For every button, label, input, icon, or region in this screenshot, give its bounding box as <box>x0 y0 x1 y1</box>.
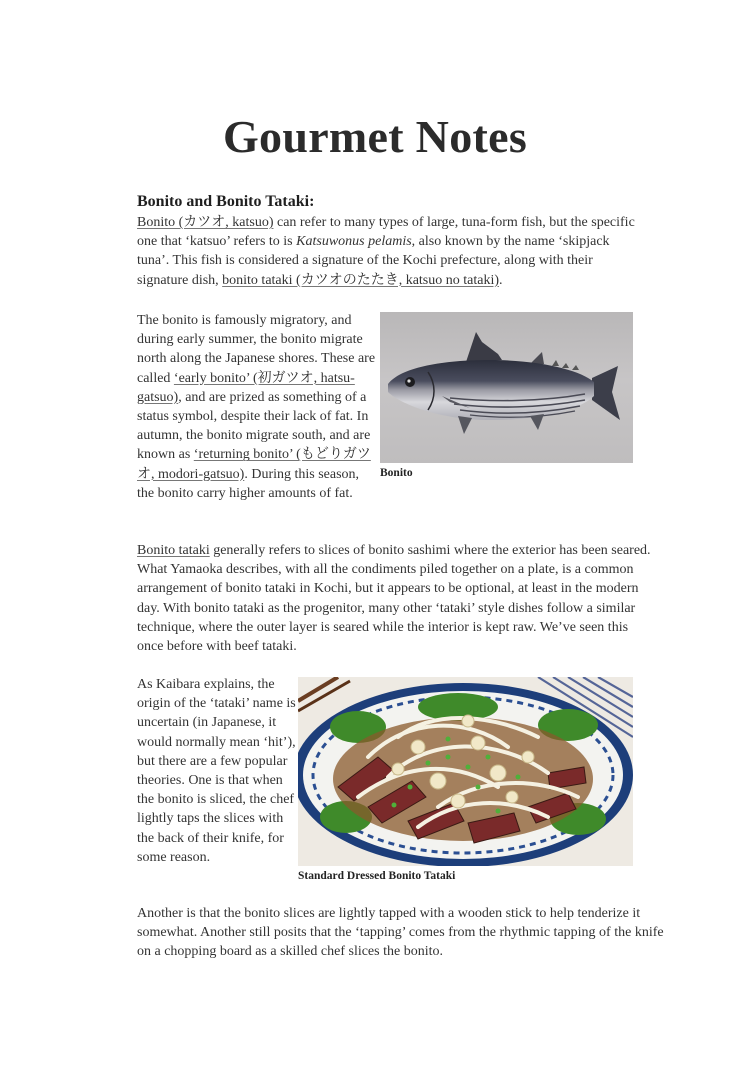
returning-bonito-link[interactable]: ‘returning bonito’ (もどりガツオ, modori-gatsuo) <box>137 447 371 482</box>
tataki-caption: Standard Dressed Bonito Tataki <box>298 870 456 882</box>
bonito-link[interactable]: Bonito (カツオ, katsuo) <box>137 215 274 230</box>
bonito-tataki-link-2[interactable]: Bonito tataki <box>137 543 210 558</box>
paragraph-intro: Bonito (カツオ, katsuo) can refer to many types of large, tuna-form fish, but the specific one that ‘katsuo’ refers to is Katsuwonus pelamis, also known by the name ‘skipjack tuna’. This fish is considered a signature of the Kochi prefecture, along with their signature dish, bonito tataki (カツオのたたき, katsuo no tataki). <box>137 215 635 288</box>
page-title: Gourmet Notes <box>222 111 528 162</box>
bonito-fish-illustration <box>380 312 633 463</box>
bonito-tataki-image <box>298 677 633 866</box>
paragraph-origin: As Kaibara explains, the origin of the ‘tataki’ name is uncertain (in Japanese, it would normally mean ‘hit’), but there are a few popular theories. One is that when the bonito is sliced, the chef lightly taps the slices with the back of their knife, for some reason. <box>137 677 296 865</box>
bonito-caption: Bonito <box>380 467 413 479</box>
tataki-plate-illustration <box>298 677 633 866</box>
paragraph-migration: The bonito is famously migratory, and during early summer, the bonito migrate north along the Japanese shores. These are called ‘early bonito’ (初ガツオ, hatsu-gatsuo), and are prized as something of a status symbol, despite their lack of fat. In autumn, the bonito migrate south, and are known as ‘returning bonito’ (もどりガツオ, modori-gatsuo). During this season, the bonito carry higher amounts of fat. <box>137 313 376 501</box>
section-heading: Bonito and Bonito Tataki: <box>137 193 315 210</box>
bonito-image <box>380 312 633 463</box>
paragraph-theories: Another is that the bonito slices are lightly tapped with a wooden stick to help tenderize it somewhat. Another still posits that the ‘tapping’ comes from the rhythmic tapping of the knife on a chopping board as a skilled chef slices the bonito. <box>137 906 664 960</box>
bonito-tataki-link[interactable]: bonito tataki (カツオのたたき, katsuo no tataki) <box>222 272 500 288</box>
scientific-name: Katsuwonus pelamis <box>296 234 412 250</box>
early-bonito-link[interactable]: ‘early bonito’ (初ガツオ, hatsu-gatsuo) <box>137 370 355 405</box>
paragraph-tataki: Bonito tataki generally refers to slices of bonito sashimi where the exterior has been seared. What Yamaoka describes, with all the condiments piled together on a plate, is a common arrangement of bonito tataki in Kochi, but it appears to be optional, at least in the modern day. With bonito tataki as the progenitor, many other ‘tataki’ style dishes follow a similar technique, where the outer layer is seared while the interior is kept raw. We’ve seen this once before with beef tataki. <box>137 543 651 655</box>
